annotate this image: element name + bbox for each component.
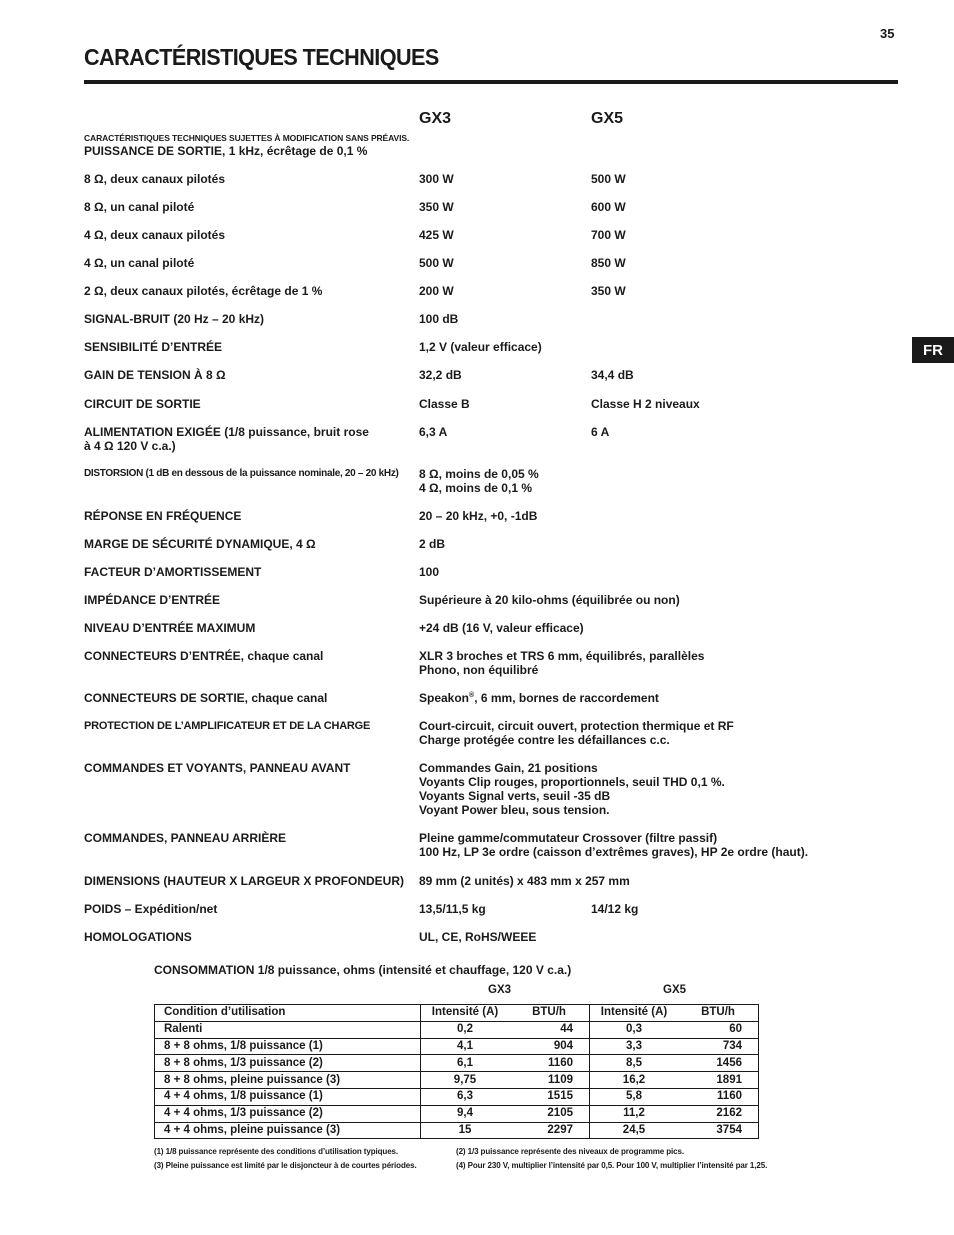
spec-value: UL, CE, RoHS/WEEE <box>419 930 537 944</box>
spec-label: HOMOLOGATIONS <box>84 930 192 944</box>
cell-btu-gx3: 44 <box>509 1021 590 1038</box>
spec-value-gx5: 600 W <box>591 200 626 214</box>
spec-label: COMMANDES ET VOYANTS, PANNEAU AVANT <box>84 761 351 775</box>
spec-value-gx3: 300 W <box>419 172 454 186</box>
spec-label: 8 Ω, un canal piloté <box>84 200 195 214</box>
spec-value: Supérieure à 20 kilo-ohms (équilibrée ou non) <box>419 593 680 607</box>
cell-condition: 4 + 4 ohms, 1/8 puissance (1) <box>155 1088 421 1105</box>
spec-value-gx3: 13,5/11,5 kg <box>419 902 486 916</box>
table-row <box>155 1122 759 1139</box>
header-btu-gx5: BTU/h <box>678 1005 759 1022</box>
spec-value-gx3: 100 <box>419 565 440 579</box>
cell-btu-gx3: 1160 <box>509 1055 590 1072</box>
spec-label: CONNECTEURS D’ENTRÉE, chaque canal <box>84 649 324 663</box>
consumption-model-gx3: GX3 <box>488 984 512 996</box>
spec-label: COMMANDES, PANNEAU ARRIÈRE <box>84 831 287 845</box>
cell-btu-gx5: 1891 <box>678 1072 759 1089</box>
spec-value-gx3: 350 W <box>419 200 454 214</box>
spec-value <box>419 691 889 705</box>
spec-value: Court-circuit, circuit ouvert, protection thermique et RF Charge protégée contre les défaillances c.c. <box>419 719 734 747</box>
table-row <box>155 1072 759 1089</box>
column-header-gx3: GX3 <box>419 110 452 127</box>
spec-label: 8 Ω, deux canaux pilotés <box>84 172 225 186</box>
cell-intensity-gx5: 5,8 <box>590 1088 679 1105</box>
cell-condition: 8 + 8 ohms, 1/3 puissance (2) <box>155 1055 421 1072</box>
spec-value-gx5: 350 W <box>591 284 626 298</box>
page-title: CARACTÉRISTIQUES TECHNIQUES <box>84 44 439 70</box>
cell-intensity-gx5: 24,5 <box>590 1122 679 1139</box>
spec-value: Pleine gamme/commutateur Crossover (filtre passif) 100 Hz, LP 3e ordre (caisson d’extrêmes graves), HP 2e ordre (haut). <box>419 831 809 859</box>
spec-value-gx3: 100 dB <box>419 312 459 326</box>
cell-btu-gx3: 2297 <box>509 1122 590 1139</box>
consumption-title: CONSOMMATION 1/8 puissance, ohms (intensité et chauffage, 120 V c.a.) <box>154 963 572 977</box>
spec-value-gx3: Classe B <box>419 397 470 411</box>
cell-btu-gx3: 1109 <box>509 1072 590 1089</box>
spec-label: IMPÉDANCE D’ENTRÉE <box>84 593 221 607</box>
spec-value-gx5: 500 W <box>591 172 626 186</box>
registered-mark: ® <box>469 692 475 699</box>
spec-value-gx5: 14/12 kg <box>591 902 639 916</box>
footnote-3: (3) Pleine puissance est limité par le disjoncteur à de courtes périodes. <box>154 1161 417 1170</box>
cell-intensity-gx5: 8,5 <box>590 1055 679 1072</box>
cell-btu-gx5: 1456 <box>678 1055 759 1072</box>
spec-label: CIRCUIT DE SORTIE <box>84 397 201 411</box>
cell-intensity-gx3: 6,1 <box>421 1055 510 1072</box>
cell-intensity-gx3: 9,75 <box>421 1072 510 1089</box>
cell-intensity-gx3: 15 <box>421 1122 510 1139</box>
spec-label: DIMENSIONS (HAUTEUR X LARGEUR X PROFONDEUR) <box>84 874 405 888</box>
spec-label: MARGE DE SÉCURITÉ DYNAMIQUE, 4 Ω <box>84 537 316 551</box>
cell-intensity-gx5: 0,3 <box>590 1021 679 1038</box>
cell-intensity-gx3: 9,4 <box>421 1105 510 1122</box>
spec-value-gx3: 6,3 A <box>419 425 448 439</box>
table-row <box>155 1105 759 1122</box>
consumption-table <box>154 1004 759 1139</box>
cell-intensity-gx3: 6,3 <box>421 1088 510 1105</box>
spec-value-gx5: 34,4 dB <box>591 368 634 382</box>
table-row <box>155 1055 759 1072</box>
footnote-1: (1) 1/8 puissance représente des conditions d’utilisation typiques. <box>154 1147 399 1156</box>
cell-intensity-gx3: 4,1 <box>421 1038 510 1055</box>
cell-btu-gx5: 1160 <box>678 1088 759 1105</box>
cell-btu-gx5: 60 <box>678 1021 759 1038</box>
spec-label: 2 Ω, deux canaux pilotés, écrêtage de 1 % <box>84 284 323 298</box>
footnote-4: (4) Pour 230 V, multiplier l’intensité par 0,5. Pour 100 V, multiplier l’intensité par 1,25. <box>456 1161 768 1170</box>
spec-value: XLR 3 broches et TRS 6 mm, équilibrés, parallèles Phono, non équilibré <box>419 649 705 677</box>
spec-label: NIVEAU D’ENTRÉE MAXIMUM <box>84 621 256 635</box>
header-intensity-gx3: Intensité (A) <box>421 1005 510 1022</box>
cell-intensity-gx5: 3,3 <box>590 1038 679 1055</box>
cell-btu-gx5: 2162 <box>678 1105 759 1122</box>
cell-intensity-gx5: 16,2 <box>590 1072 679 1089</box>
spec-label: SENSIBILITÉ D’ENTRÉE <box>84 340 223 354</box>
page-number: 35 <box>880 26 895 41</box>
cell-condition: 4 + 4 ohms, 1/3 puissance (2) <box>155 1105 421 1122</box>
spec-label: CONNECTEURS DE SORTIE, chaque canal <box>84 691 328 705</box>
table-row <box>155 1088 759 1105</box>
spec-value: 89 mm (2 unités) x 483 mm x 257 mm <box>419 874 630 888</box>
spec-label: PUISSANCE DE SORTIE, 1 kHz, écrêtage de 0,1 % <box>84 144 368 158</box>
cell-btu-gx5: 734 <box>678 1038 759 1055</box>
header-condition: Condition d’utilisation <box>155 1005 421 1022</box>
column-header-gx5: GX5 <box>591 110 624 127</box>
modification-note: CARACTÉRISTIQUES TECHNIQUES SUJETTES À MODIFICATION SANS PRÉAVIS. <box>84 133 410 143</box>
spec-value-gx3: 8 Ω, moins de 0,05 % 4 Ω, moins de 0,1 % <box>419 467 539 495</box>
spec-value: Commandes Gain, 21 positions Voyants Clip rouges, proportionnels, seuil THD 0,1 %. Voyants Signal verts, seuil -35 dB Voyant Power bleu, sous tension. <box>419 761 725 817</box>
cell-condition: Ralenti <box>155 1021 421 1038</box>
spec-value-gx3: 500 W <box>419 256 454 270</box>
cell-intensity-gx3: 0,2 <box>421 1021 510 1038</box>
spec-label: SIGNAL-BRUIT (20 Hz – 20 kHz) <box>84 312 265 326</box>
spec-label: RÉPONSE EN FRÉQUENCE <box>84 509 242 523</box>
spec-value-gx3: 32,2 dB <box>419 368 462 382</box>
spec-value-gx5: 850 W <box>591 256 626 270</box>
cell-btu-gx5: 3754 <box>678 1122 759 1139</box>
cell-btu-gx3: 904 <box>509 1038 590 1055</box>
spec-value-gx3: 425 W <box>419 228 454 242</box>
consumption-header-row <box>155 1005 759 1022</box>
footnote-2: (2) 1/3 puissance représente des niveaux de programme pics. <box>456 1147 684 1156</box>
table-row <box>155 1021 759 1038</box>
consumption-model-gx5: GX5 <box>663 984 687 996</box>
spec-value-gx5: 6 A <box>591 425 610 439</box>
spec-value-gx3: 20 – 20 kHz, +0, -1dB <box>419 509 538 523</box>
spec-label: POIDS – Expédition/net <box>84 902 218 916</box>
spec-label: 4 Ω, deux canaux pilotés <box>84 228 225 242</box>
cell-btu-gx3: 2105 <box>509 1105 590 1122</box>
spec-label: PROTECTION DE L’AMPLIFICATEUR ET DE LA CHARGE <box>84 720 371 732</box>
spec-value-gx3: 200 W <box>419 284 454 298</box>
cell-condition: 4 + 4 ohms, pleine puissance (3) <box>155 1122 421 1139</box>
header-intensity-gx5: Intensité (A) <box>590 1005 679 1022</box>
cell-condition: 8 + 8 ohms, pleine puissance (3) <box>155 1072 421 1089</box>
table-row <box>155 1038 759 1055</box>
cell-condition: 8 + 8 ohms, 1/8 puissance (1) <box>155 1038 421 1055</box>
language-tab: FR <box>912 337 954 363</box>
cell-intensity-gx5: 11,2 <box>590 1105 679 1122</box>
spec-label: GAIN DE TENSION À 8 Ω <box>84 368 226 382</box>
spec-value-gx3: 1,2 V (valeur efficace) <box>419 340 542 354</box>
spec-value-gx5: 700 W <box>591 228 626 242</box>
spec-value-gx3: 2 dB <box>419 537 446 551</box>
title-rule <box>84 80 898 84</box>
cell-btu-gx3: 1515 <box>509 1088 590 1105</box>
spec-value-part: , 6 mm, bornes de raccordement <box>474 691 659 705</box>
spec-value: +24 dB (16 V, valeur efficace) <box>419 621 584 635</box>
header-btu-gx3: BTU/h <box>509 1005 590 1022</box>
spec-label: DISTORSION (1 dB en dessous de la puissance nominale, 20 – 20 kHz) <box>84 468 399 479</box>
spec-label: ALIMENTATION EXIGÉE (1/8 puissance, bruit rose à 4 Ω 120 V c.a.) <box>84 425 369 453</box>
spec-label: 4 Ω, un canal piloté <box>84 256 195 270</box>
spec-value-gx5: Classe H 2 niveaux <box>591 397 700 411</box>
spec-value-part: Speakon <box>419 691 470 705</box>
spec-label: FACTEUR D’AMORTISSEMENT <box>84 565 262 579</box>
